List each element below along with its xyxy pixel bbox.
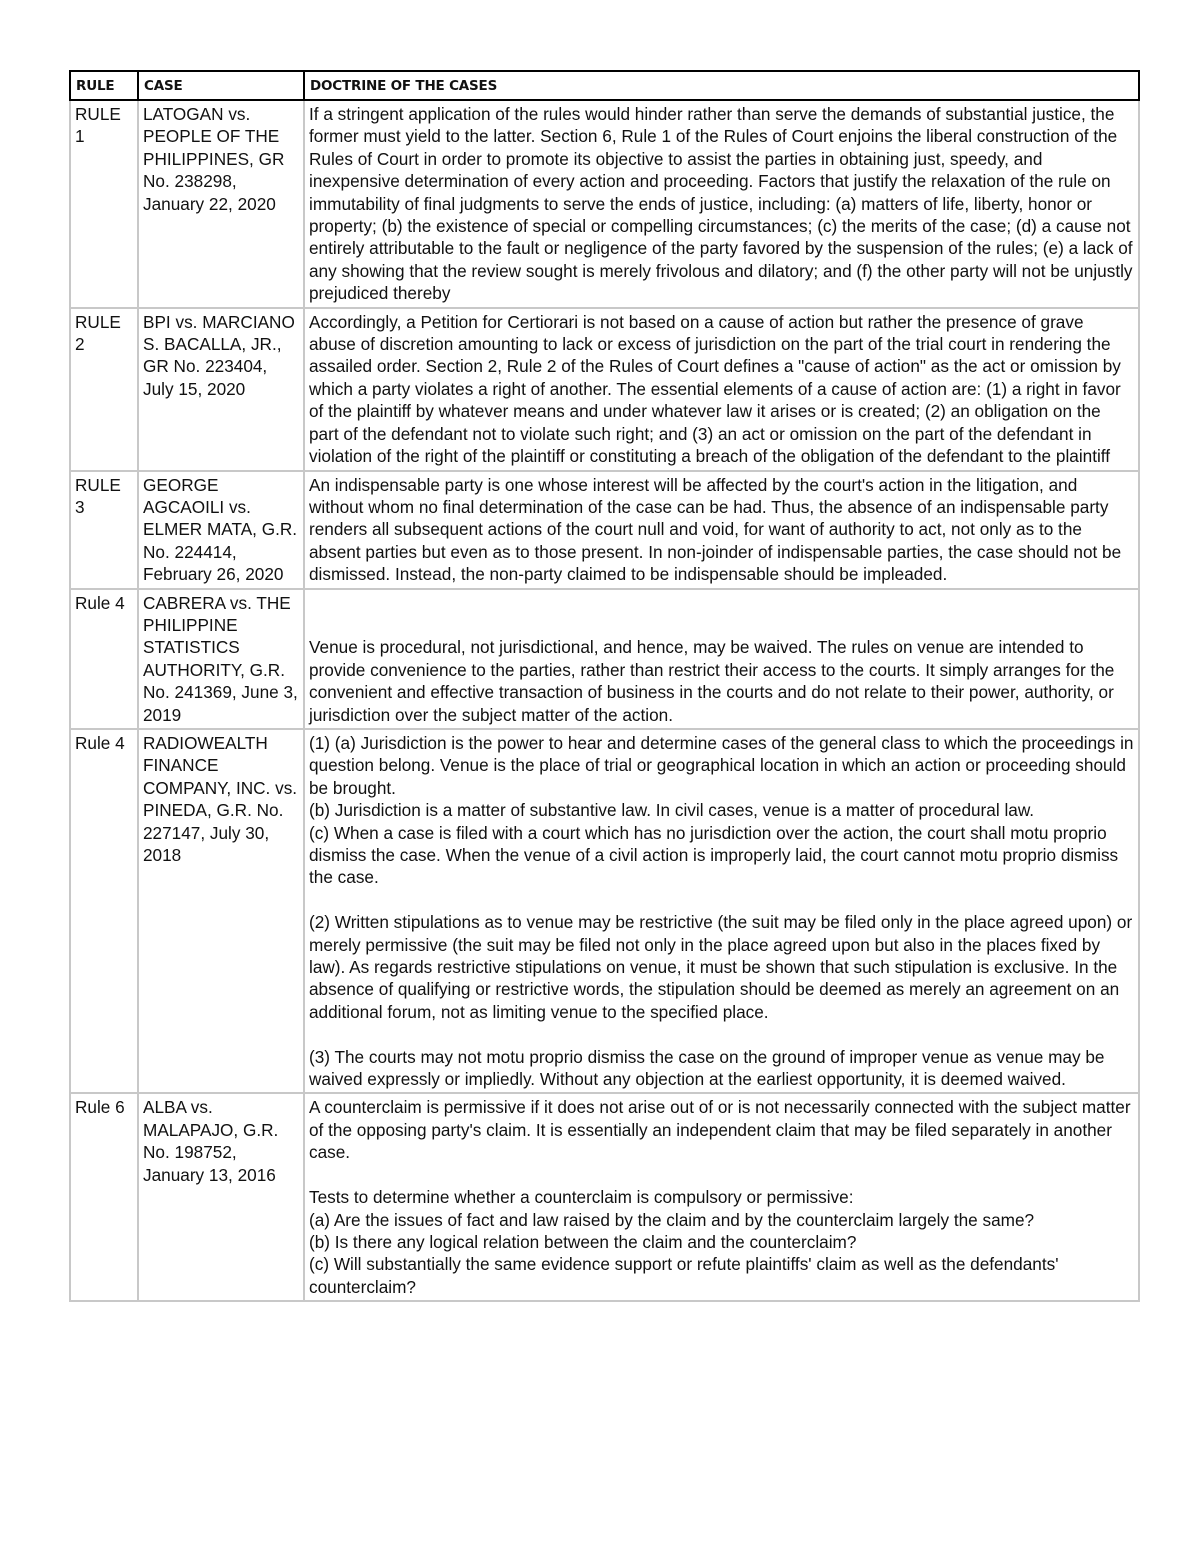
rule-cell: RULE 3 [70, 471, 138, 589]
table-row [70, 471, 1139, 589]
rule-cell: Rule 6 [70, 1093, 138, 1301]
doctrine-cell: A counterclaim is permissive if it does not arise out of or is not necessarily connected with the subject matter of the opposing party's claim. It is essentially an independent claim that may be filed separately in another case. Tests to determine whether a counterclaim is compulsory or permissive: (a) Are the issues of fact and law raised by the claim and by the counterclaim largely the same? (b) Is there any logical relation between the claim and the counterclaim? (c) Will substantially the same evidence support or refute plaintiffs' claim as well as the defendants' counterclaim? [304, 1093, 1139, 1301]
rule-cell: Rule 4 [70, 729, 138, 1094]
case-cell: BPI vs. MARCIANO S. BACALLA, JR., GR No. 223404, July 15, 2020 [138, 308, 304, 471]
case-cell: RADIOWEALTH FINANCE COMPANY, INC. vs. PINEDA, G.R. No. 227147, July 30, 2018 [138, 729, 304, 1094]
doctrine-cell: An indispensable party is one whose interest will be affected by the court's action in the litigation, and without whom no final determination of the case can be had. Thus, the absence of an indispensable party renders all subsequent actions of the court null and void, for want of authority to act, not only as to the absent parties but even as to those present. In non-joinder of indispensable parties, the case should not be dismissed. Instead, the non-party claimed to be indispensable should be impleaded. [304, 471, 1139, 589]
rule-cell: RULE 2 [70, 308, 138, 471]
table-row [70, 100, 1139, 308]
table-row [70, 1093, 1139, 1301]
header-doctrine: DOCTRINE OF THE CASES [304, 71, 1139, 100]
table-row [70, 589, 1139, 729]
case-cell: GEORGE AGCAOILI vs. ELMER MATA, G.R. No. 224414, February 26, 2020 [138, 471, 304, 589]
header-rule: RULE [70, 71, 138, 100]
table-row [70, 308, 1139, 471]
rule-cell: Rule 4 [70, 589, 138, 729]
doctrine-cell: Accordingly, a Petition for Certiorari is not based on a cause of action but rather the presence of grave abuse of discretion amounting to lack or excess of jurisdiction on the part of the trial court in rendering the assailed order. Section 2, Rule 2 of the Rules of Court defines a "cause of action" as the act or omission by which a party violates a right of another. The essential elements of a cause of action are: (1) a right in favor of the plaintiff by whatever means and under whatever law it arises or is created; (2) an obligation on the part of the defendant not to violate such right; and (3) an act or omission on the part of the defendant in violation of the right of the plaintiff or constituting a breach of the obligation of the defendant to the plaintiff [304, 308, 1139, 471]
doctrine-cell: Venue is procedural, not jurisdictional, and hence, may be waived. The rules on venue are intended to provide convenience to the parties, rather than restrict their access to the courts. It simply arranges for the convenient and effective transaction of business in the courts and do not relate to their power, authority, or jurisdiction over the subject matter of the action. [304, 589, 1139, 729]
case-cell: CABRERA vs. THE PHILIPPINE STATISTICS AUTHORITY, G.R. No. 241369, June 3, 2019 [138, 589, 304, 729]
rule-cell: RULE 1 [70, 100, 138, 308]
doctrine-cell: (1) (a) Jurisdiction is the power to hear and determine cases of the general class to which the proceedings in question belong. Venue is the place of trial or geographical location in which an action or proceeding should be brought. (b) Jurisdiction is a matter of substantive law. In civil cases, venue is a matter of procedural law. (c) When a case is filed with a court which has no jurisdiction over the action, the court shall motu proprio dismiss the case. When the venue of a civil action is improperly laid, the court cannot motu proprio dismiss the case. (2) Written stipulations as to venue may be restrictive (the suit may be filed only in the place agreed upon) or merely permissive (the suit may be filed not only in the place agreed upon but also in the places fixed by law). As regards restrictive stipulations on venue, it must be shown that such stipulation is exclusive. In the absence of qualifying or restrictive words, the stipulation should be deemed as merely an agreement on an additional forum, not as limiting venue to the specified place. (3) The courts may not motu proprio dismiss the case on the ground of improper venue as venue may be waived expressly or impliedly. Without any objection at the earliest opportunity, it is deemed waived. [304, 729, 1139, 1094]
table-header-row [70, 71, 1139, 100]
doctrine-cell: If a stringent application of the rules would hinder rather than serve the demands of substantial justice, the former must yield to the latter. Section 6, Rule 1 of the Rules of Court enjoins the liberal construction of the Rules of Court in order to promote its objective to assist the parties in obtaining just, speedy, and inexpensive determination of every action and proceeding. Factors that justify the relaxation of the rule on immutability of final judgments to serve the ends of justice, including: (a) matters of life, liberty, honor or property; (b) the existence of special or compelling circumstances; (c) the merits of the case; (d) a cause not entirely attributable to the fault or negligence of the party favored by the suspension of the rules; (e) a lack of any showing that the review sought is merely frivolous and dilatory; and (f) the other party will not be unjustly prejudiced thereby [304, 100, 1139, 308]
doctrine-table [69, 70, 1140, 1302]
case-cell: LATOGAN vs. PEOPLE OF THE PHILIPPINES, GR No. 238298, January 22, 2020 [138, 100, 304, 308]
case-cell: ALBA vs. MALAPAJO, G.R. No. 198752, January 13, 2016 [138, 1093, 304, 1301]
header-case: CASE [138, 71, 304, 100]
table-row [70, 729, 1139, 1094]
